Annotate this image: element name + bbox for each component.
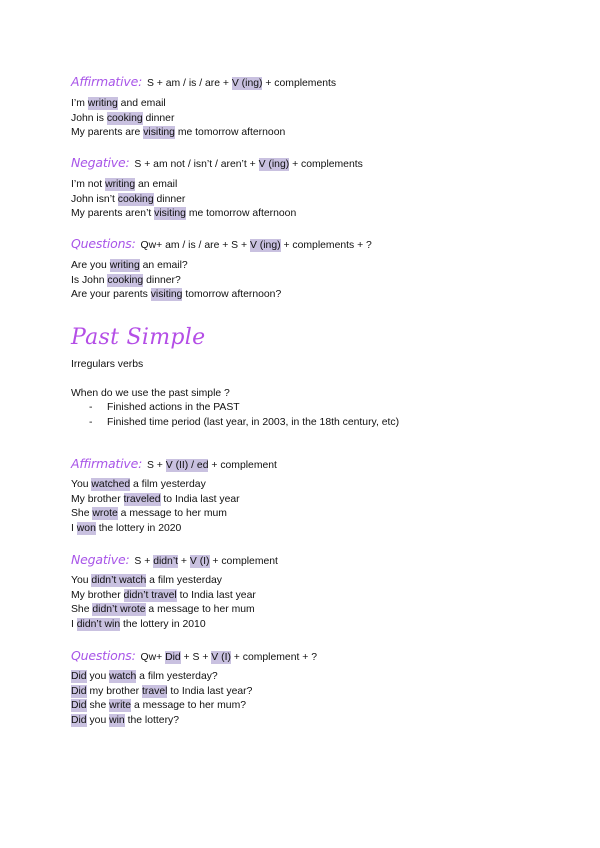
ps-negative-section (71, 552, 571, 632)
example-sentence (71, 478, 571, 493)
past-simple-title: Past Simple (71, 325, 206, 350)
highlighted-verb: didn’t travel (123, 589, 177, 601)
highlighted-verb: visiting (154, 208, 186, 220)
example-sentence (71, 522, 571, 537)
text-segment: + complement (209, 556, 278, 567)
example-sentence (71, 259, 571, 274)
example-sentence (71, 274, 571, 289)
text-segment: You (71, 479, 92, 490)
text-segment: S + (131, 556, 154, 567)
text-segment: an email? (139, 260, 188, 271)
text-segment: + complements (262, 78, 337, 89)
text-segment: a film yesterday? (136, 671, 218, 682)
text-segment: + complements (289, 159, 363, 170)
text-segment: Are you (71, 260, 110, 271)
text-segment: + (178, 556, 190, 567)
text-segment: you (86, 671, 110, 682)
pc-questions-formula (71, 236, 571, 254)
text-segment: S + am / is / are + (144, 78, 232, 89)
example-sentence (71, 670, 571, 685)
example-sentence (71, 618, 571, 633)
ps-affirmative-examples (71, 478, 571, 536)
text-segment: Are your parents (71, 289, 151, 301)
formula-text (138, 239, 372, 252)
highlighted-verb: cooking (106, 112, 143, 124)
highlighted-verb: V (II) / ed (165, 460, 209, 471)
highlighted-verb: wrote (92, 508, 118, 520)
highlighted-verb: didn’t watch (91, 575, 147, 586)
highlighted-verb: cooking (117, 193, 154, 205)
pc-questions-examples (71, 259, 571, 303)
ps-affirmative-section (71, 456, 571, 536)
highlighted-verb: Did (71, 700, 87, 712)
text-segment: dinner (153, 193, 186, 205)
highlighted-verb: watch (109, 671, 137, 682)
text-segment: the lottery in 2020 (95, 522, 182, 534)
list-item: - Finished time period (last year, in 2003, in the 18th century, etc) (89, 416, 400, 428)
highlighted-verb: didn’t wrote (92, 604, 146, 616)
text-segment: + S + (180, 652, 212, 663)
example-sentence (71, 178, 571, 193)
text-segment: My brother (71, 493, 124, 505)
text-segment: to India last year (176, 589, 256, 601)
text-segment: tomorrow afternoon? (182, 289, 282, 301)
pc-questions-label: Questions: (71, 236, 136, 251)
past-simple-subtitle: Irregulars verbs (71, 359, 144, 370)
ps-questions-formula (71, 648, 571, 666)
pc-negative-label: Negative: (71, 155, 130, 170)
example-sentence (71, 603, 571, 618)
example-sentence (71, 288, 571, 303)
ps-questions-label: Questions: (71, 648, 136, 663)
example-sentence (71, 493, 571, 508)
example-sentence (71, 126, 571, 141)
formula-text (138, 651, 317, 664)
text-segment: Qw+ (137, 652, 166, 663)
text-segment: dinner (142, 112, 175, 124)
formula-text (144, 459, 277, 472)
text-segment: My brother (71, 589, 124, 601)
highlighted-verb: V (ing) (249, 240, 281, 251)
text-segment: an email (135, 179, 178, 190)
text-segment: me tomorrow afternoon (185, 208, 297, 220)
example-sentence (71, 112, 571, 127)
pc-affirmative-label: Affirmative: (71, 74, 143, 89)
text-segment: a film yesterday (130, 479, 206, 490)
text-segment: + complement (208, 460, 277, 471)
text-segment: me tomorrow afternoon (174, 127, 286, 139)
pc-affirmative-section (71, 74, 571, 141)
text-segment: John is (71, 112, 107, 124)
example-sentence (71, 589, 571, 604)
pc-questions-section (71, 236, 571, 303)
highlighted-verb: cooking (107, 274, 144, 286)
pc-negative-section (71, 155, 571, 222)
highlighted-verb: writing (109, 260, 140, 271)
text-segment: Qw+ am / is / are + S + (137, 240, 250, 251)
highlighted-verb: writing (105, 179, 136, 190)
text-segment: S + (144, 460, 166, 471)
text-segment: Is John (71, 274, 108, 286)
highlighted-verb: V (ing) (231, 78, 263, 89)
highlighted-verb: V (ing) (258, 159, 290, 170)
past-simple-intro (71, 358, 571, 430)
text-segment: you (86, 714, 110, 726)
ps-affirmative-formula (71, 456, 571, 474)
highlighted-verb: visiting (150, 289, 183, 301)
highlighted-verb: write (109, 700, 132, 712)
ps-questions-examples (71, 670, 571, 728)
text-segment: a film yesterday (146, 575, 222, 586)
list-item: - Finished actions in the PAST (89, 402, 240, 414)
formula-text (132, 555, 278, 568)
text-segment: a message to her mum (117, 508, 227, 520)
text-segment: You (71, 575, 92, 586)
text-segment: I’m (71, 98, 88, 109)
example-sentence (71, 699, 571, 714)
text-segment: to India last year? (167, 685, 253, 697)
text-segment: my brother (86, 685, 143, 697)
ps-negative-label: Negative: (71, 552, 130, 567)
highlighted-verb: watched (91, 479, 131, 490)
highlighted-verb: Did (71, 685, 87, 697)
example-sentence (71, 207, 571, 222)
example-sentence (71, 97, 571, 112)
text-segment: John isn’t (71, 193, 118, 205)
highlighted-verb: traveled (123, 493, 161, 505)
ps-questions-section (71, 648, 571, 728)
when-question: When do we use the past simple ? (71, 387, 230, 399)
text-segment: a message to her mum? (131, 700, 247, 712)
text-segment: and email (117, 98, 166, 109)
text-segment: a message to her mum (145, 604, 255, 616)
example-sentence (71, 574, 571, 589)
text-segment: the lottery? (124, 714, 180, 726)
pc-negative-examples (71, 178, 571, 222)
text-segment: I (71, 522, 77, 534)
text-segment: I’m not (71, 179, 106, 190)
highlighted-verb: visiting (143, 127, 175, 139)
example-sentence (71, 685, 571, 700)
text-segment: + complement + ? (230, 652, 317, 663)
uses-list (71, 401, 571, 430)
example-sentence (71, 193, 571, 208)
highlighted-verb: didn’t (153, 556, 179, 567)
text-segment: + complements + ? (280, 240, 372, 251)
highlighted-verb: V (I) (211, 652, 231, 663)
ps-affirmative-label: Affirmative: (71, 456, 143, 471)
text-segment: the lottery in 2010 (120, 618, 206, 630)
highlighted-verb: V (I) (189, 556, 210, 567)
highlighted-verb: writing (87, 98, 118, 109)
example-sentence (71, 507, 571, 522)
text-segment: to India last year (160, 493, 240, 505)
highlighted-verb: didn’t win (76, 618, 121, 630)
highlighted-verb: won (76, 522, 96, 534)
formula-text (132, 158, 363, 171)
text-segment: dinner? (143, 274, 181, 286)
text-segment: She (71, 604, 93, 616)
formula-text (144, 77, 336, 90)
text-segment: I (71, 618, 77, 630)
text-segment: She (71, 508, 93, 520)
pc-negative-formula (71, 155, 571, 173)
highlighted-verb: win (109, 714, 125, 726)
pc-affirmative-examples (71, 97, 571, 141)
ps-negative-formula (71, 552, 571, 570)
highlighted-verb: Did (71, 714, 87, 726)
pc-affirmative-formula (71, 74, 571, 92)
highlighted-verb: Did (71, 671, 87, 682)
highlighted-verb: travel (142, 685, 168, 697)
example-sentence (71, 714, 571, 729)
text-segment: My parents aren’t (71, 208, 155, 220)
ps-negative-examples (71, 574, 571, 632)
text-segment: My parents are (71, 127, 144, 139)
text-segment: S + am not / isn’t / aren’t + (131, 159, 259, 170)
highlighted-verb: Did (165, 652, 181, 663)
text-segment: she (86, 700, 110, 712)
